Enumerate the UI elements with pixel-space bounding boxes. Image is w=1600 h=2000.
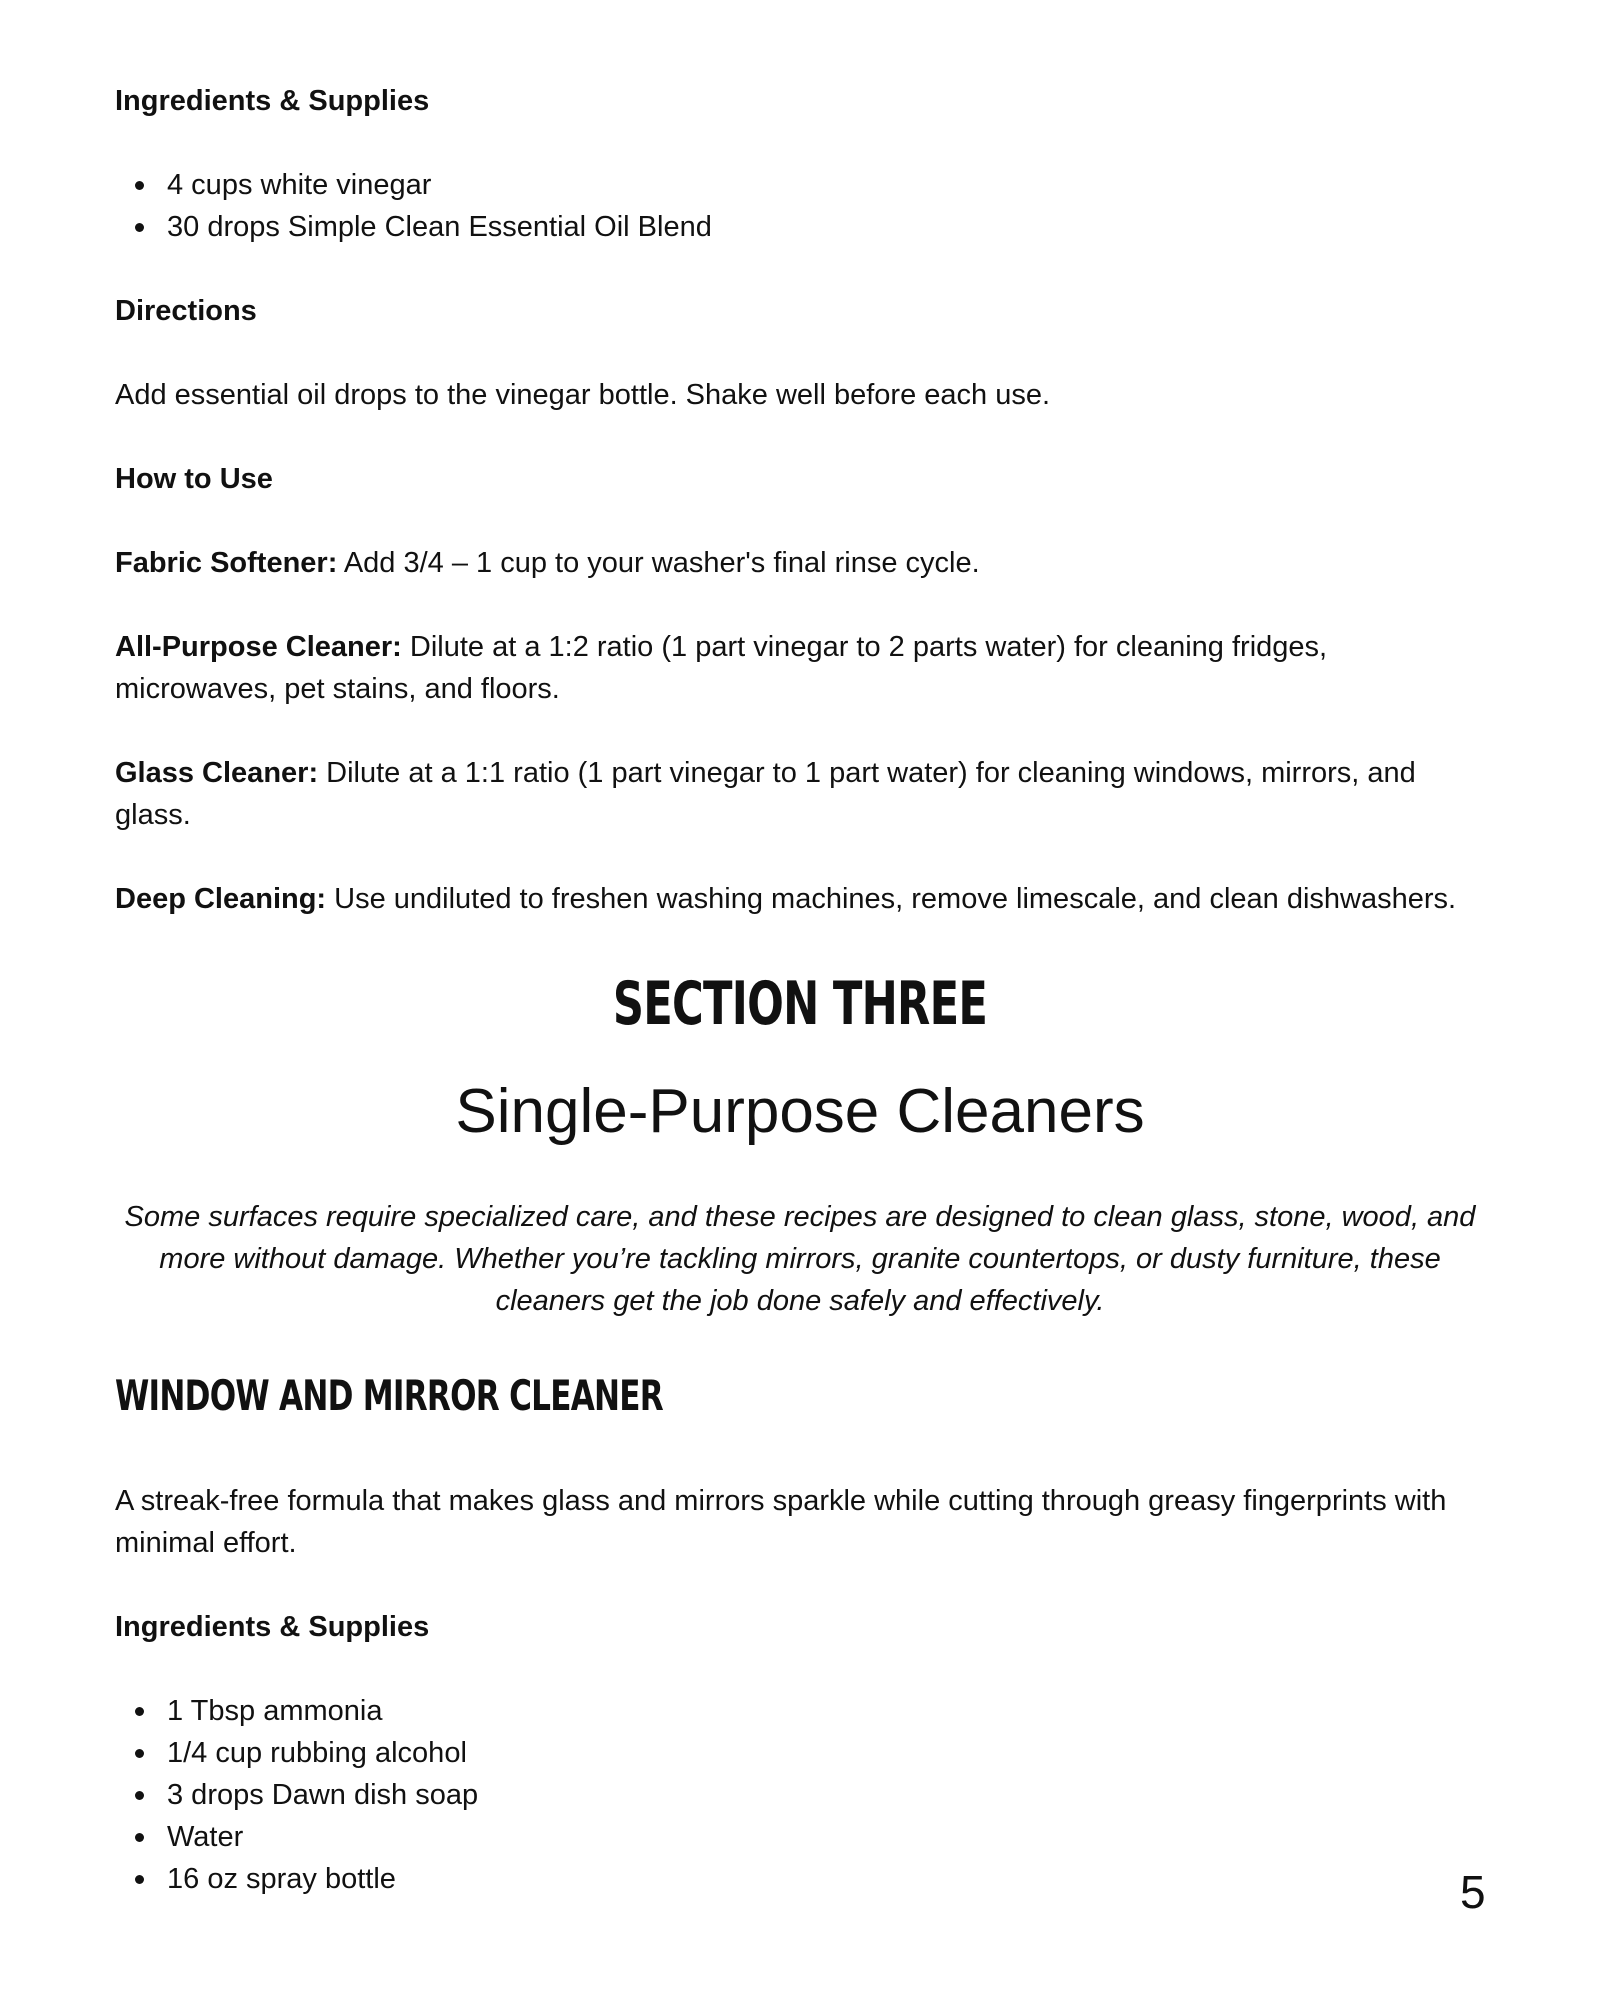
how-to-use-heading: How to Use: [115, 463, 273, 495]
use-label: All-Purpose Cleaner:: [115, 631, 402, 663]
use-label: Fabric Softener:: [115, 547, 338, 579]
list-item: 16 oz spray bottle: [115, 1858, 478, 1900]
ingredients-heading: Ingredients & Supplies: [115, 1611, 430, 1643]
ingredients-heading: Ingredients & Supplies: [115, 85, 430, 117]
list-item: 4 cups white vinegar: [115, 164, 712, 206]
list-item: 30 drops Simple Clean Essential Oil Blend: [115, 206, 712, 248]
page-number: 5: [1460, 1866, 1486, 1918]
section-intro: Some surfaces require specialized care, and these recipes are designed to clean glass, stone, wood, and more without damage. Whether you’re tackling mirrors, granite countertops, or dusty furniture, these cleaners get the job done safely and effectively.: [124, 1201, 1476, 1317]
use-label: Glass Cleaner:: [115, 757, 319, 789]
ingredients-list: [115, 164, 712, 248]
use-fabric-softener: [115, 542, 1485, 584]
ingredients-list: [115, 1690, 478, 1900]
use-label: Deep Cleaning:: [115, 883, 327, 915]
use-text: Use undiluted to freshen washing machines, remove limescale, and clean dishwashers.: [326, 883, 1457, 915]
recipe-title: WINDOW AND MIRROR CLEANER: [115, 1371, 663, 1420]
directions-text: Add essential oil drops to the vinegar bottle. Shake well before each use.: [115, 379, 1051, 411]
use-all-purpose-cleaner: [115, 626, 1485, 710]
list-item: 1 Tbsp ammonia: [115, 1690, 478, 1732]
directions-heading: Directions: [115, 295, 257, 327]
use-text: Dilute at a 1:2 ratio (1 part vinegar to 2 parts water) for cleaning fridges, microwaves, pet stains, and floors.: [115, 631, 1328, 705]
list-item: Water: [115, 1816, 478, 1858]
section-title: Single-Purpose Cleaners: [455, 1077, 1145, 1146]
use-glass-cleaner: [115, 752, 1485, 836]
list-item: 1/4 cup rubbing alcohol: [115, 1732, 478, 1774]
section-kicker: SECTION THREE: [612, 969, 988, 1039]
use-text: Dilute at a 1:1 ratio (1 part vinegar to 1 part water) for cleaning windows, mirrors, and glass.: [115, 757, 1416, 831]
use-deep-cleaning: [115, 878, 1485, 920]
use-text: Add 3/4 – 1 cup to your washer's final rinse cycle.: [337, 547, 980, 579]
recipe-description: A streak-free formula that makes glass and mirrors sparkle while cutting through greasy fingerprints with minimal effort.: [115, 1485, 1447, 1559]
list-item: 3 drops Dawn dish soap: [115, 1774, 478, 1816]
document-page: [115, 0, 1485, 2000]
